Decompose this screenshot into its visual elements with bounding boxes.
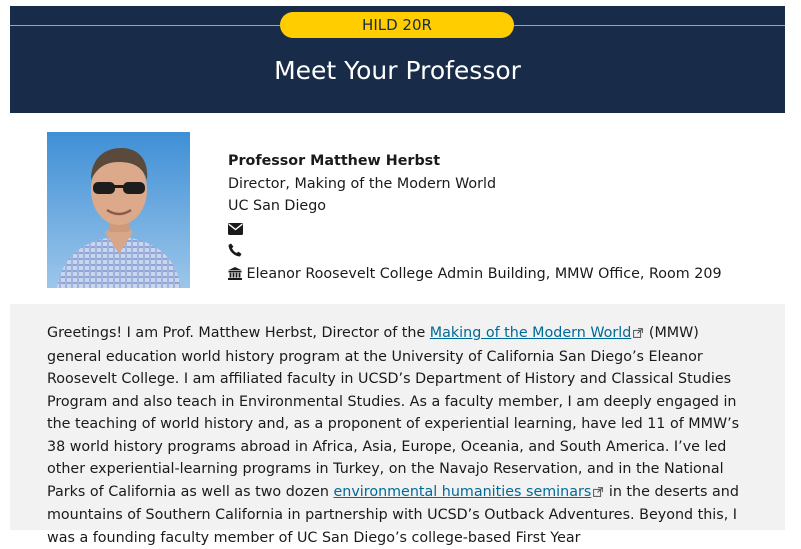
professor-contact-card [228,150,748,285]
external-link-icon [633,323,643,346]
environmental-humanities-seminars-link[interactable]: environmental humanities seminars [333,483,592,500]
page-title: Meet Your Professor [274,56,521,85]
bio-paragraph [47,322,757,549]
header-banner [10,6,785,113]
office-row [228,263,748,286]
bio-section [10,304,785,546]
professor-position: Director, Making of the Modern World [228,175,497,192]
phone-row[interactable] [228,240,748,263]
bio-text-2: (MMW) general education world history program at the University of California San Diego’s Eleanor Roosevelt College. I am affiliated faculty in UCSD’s Department of History and Classical Studies Program and also teach in Environmental Studies. As a faculty member, I am deeply engaged in the teaching of world history and, as a proponent of experiential learning, have led 11 of MMW’s 38 world history programs abroad in Africa, Asia, Europe, Oceania, and South America. I’ve led other experiential-learning programs in Turkey, on the Navajo Reservation, and in the National Parks of California as well as two dozen [47,325,740,500]
email-row[interactable] [228,218,748,241]
bio-text-3: in the deserts and mountains of Southern California in partnership with UCSD’s Outback Adventures. Beyond this, I was a founding faculty member of UC San Diego’s college-based First Year [47,483,739,546]
professor-institution: UC San Diego [228,198,327,214]
professor-photo-image [47,132,190,288]
external-link-icon [593,482,603,505]
professor-name: Professor Matthew Herbst [228,153,441,169]
envelope-icon[interactable] [228,221,243,237]
professor-photo [47,132,190,288]
office-location: Eleanor Roosevelt College Admin Building, MMW Office, Room 209 [246,265,722,282]
phone-icon[interactable] [228,243,242,259]
bio-text-1: Greetings! I am Prof. Matthew Herbst, Director of the [47,325,430,341]
building-icon [228,266,247,282]
making-of-modern-world-link[interactable]: Making of the Modern World [429,325,632,341]
course-code-badge: HILD 20R [280,12,514,38]
